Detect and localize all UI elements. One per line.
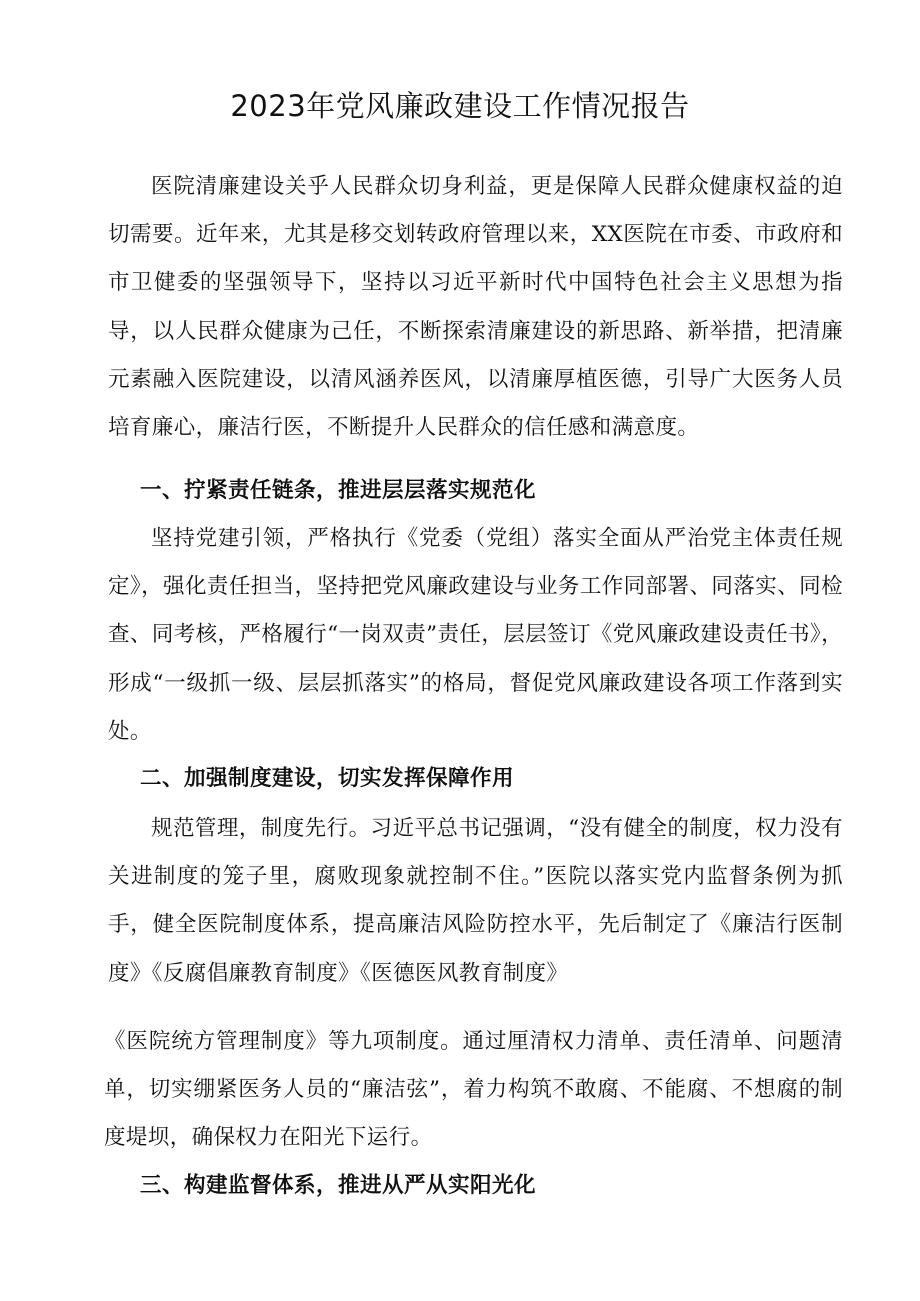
section-1-paragraph: 坚持党建引领，严格执行《党委（党组）落实全面从严治党主体责任规定》，强化责任担当，坚持把党风廉政建设与业务工作同部署、同落实、同检查、同考核，严格履行“一岗双责”责任，层层签订《党风廉政建设责任书》，形成“一级抓一级、层层抓落实”的格局，督促党风廉政建设各项工作落到实处。	[108, 526, 843, 744]
section-2-paragraph-b: 《医院统方管理制度》等九项制度。通过厘清权力清单、责任清单、问题清单，切实绷紧医务人员的“廉洁弦”，着力构筑不敢腐、不能腐、不想腐的制度堤坝，确保权力在阳光下运行。	[104, 1029, 843, 1151]
section-3-heading: 三、构建监督体系，推进从严从实阳光化	[140, 1173, 537, 1198]
section-2-paragraph-a: 规范管理，制度先行。习近平总书记强调，“没有健全的制度，权力没有关进制度的笼子里，腐败现象就控制不住。”医院以落实党内监督条例为抓手，健全医院制度体系，提高廉洁风险防控水平，先后制定了《廉洁行医制度》《反腐倡廉教育制度》《医德医风教育制度》	[108, 816, 843, 986]
section-1-heading: 一、拧紧责任链条，推进层层落实规范化	[140, 478, 537, 503]
document-title: 2023年党风廉政建设工作情况报告	[230, 89, 690, 123]
intro-paragraph: 医院清廉建设关乎人民群众切身利益，更是保障人民群众健康权益的迫切需要。近年来，尤其是移交划转政府管理以来，XX医院在市委、市政府和市卫健委的坚强领导下，坚持以习近平新时代中国特色社会主义思想为指导，以人民群众健康为己任，不断探索清廉建设的新思路、新举措，把清廉元素融入医院建设，以清风涵养医风，以清廉厚植医德，引导广大医务人员培育廉心，廉洁行医，不断提升人民群众的信任感和满意度。	[108, 174, 843, 441]
section-2-heading: 二、加强制度建设，切实发挥保障作用	[140, 766, 515, 791]
